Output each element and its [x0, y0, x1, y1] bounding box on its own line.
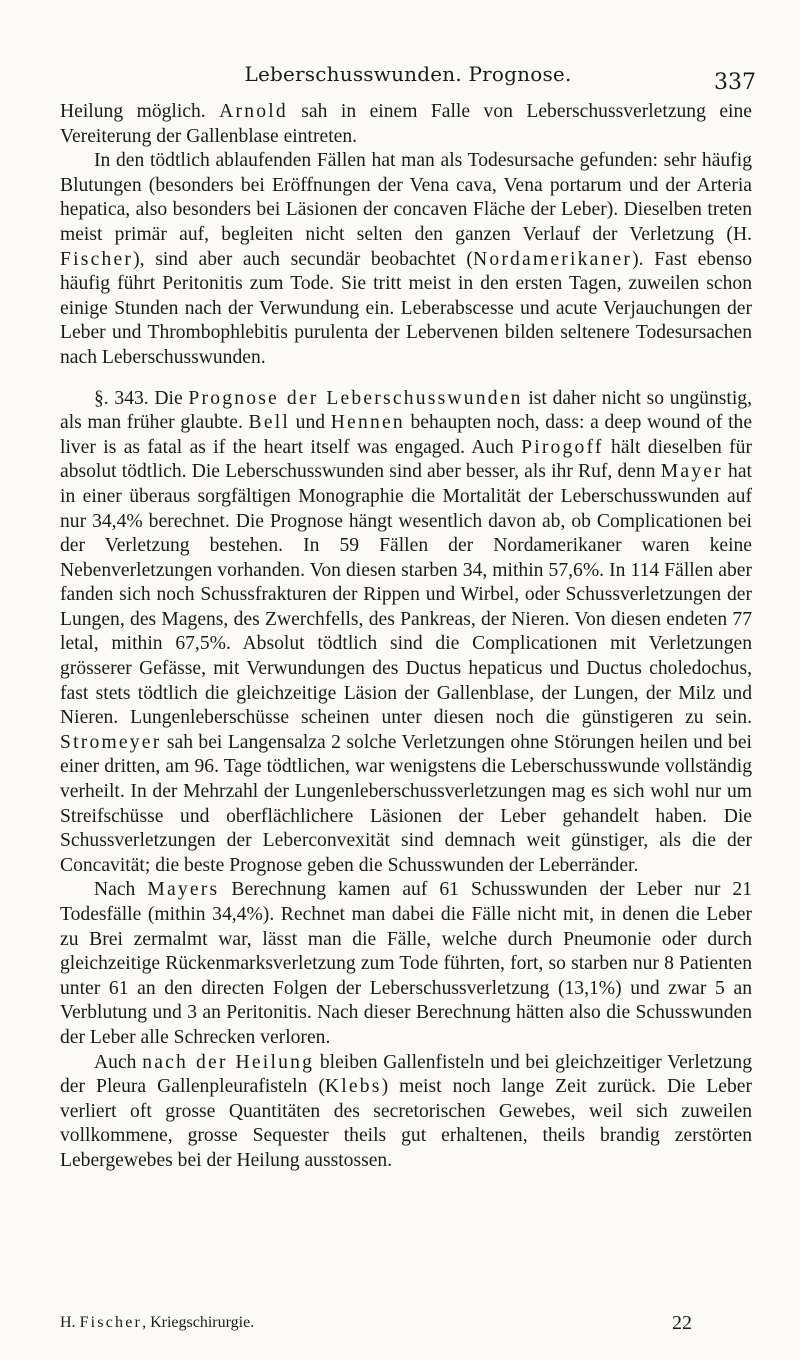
spaced-name: Fischer [60, 248, 134, 270]
text-run: Heilung möglich. [60, 101, 220, 122]
text-run: behaupten noch, dass: a deep wound of the liver is as fatal as if the heart itself was engaged. Auch [60, 412, 753, 458]
text-run: sah bei Langensalza 2 solche Verletzungen ohne Störungen heilen und bei einer dritten, am 96. Tage tödtlichen, war wenigstens die Leberschusswunde vollständig verheilt. In der Mehrzahl der Lungenleberschussverletzungen mag es sich wohl nur um Streifschüsse und oberflächlichere Läsionen der Leber gehandelt haben. Die Schussverletzungen der Leberconvexität sind demnach weit günstiger, als die der Concavität; die beste Prognose geben die Schusswunden der Leberränder. [60, 731, 752, 876]
spaced-name: Prognose der Leberschusswunden [188, 387, 523, 409]
text-run: Berechnung kamen auf 61 Schusswunden der Leber nur 21 Todesfälle (mithin 34,4%). Rechnet man dabei die Fälle nicht mit, in denen die Leber zu Brei zermalmt war, lässt man die Fälle, welche durch Pneumonie oder durch gleichzeitige Rückenmarksverletzung zum Tode führten, fort, so starben nur 8 Patienten unter 61 an den directen Folgen der Leberschussverletzung (13,1%) und zwar 5 an Verblutung und 3 an Peritonitis. Nach dieser Berechnung hätten also die Schusswunden der Leber alle Schrecken verloren. [60, 879, 752, 1048]
footer-author-prefix: H. [60, 1314, 80, 1331]
signature-mark: 22 [672, 1312, 692, 1334]
spaced-name: nach der Heilung [142, 1051, 315, 1073]
spaced-name: Mayers [147, 879, 220, 901]
spaced-name: Nordamerikaner [472, 248, 633, 270]
page-footer [60, 1314, 752, 1336]
running-head: Leberschusswunden. Prognose. [244, 62, 572, 86]
text-run: Auch [94, 1051, 143, 1073]
text-run: ist daher nicht so ungünstig, als man früher glaubte. [60, 387, 752, 434]
paragraph [60, 387, 752, 879]
text-run: ). Fast ebenso häufig führt Peritonitis zum Tode. Sie tritt meist in den ersten Tagen, zuweilen schon einige Stunden nach der Verwundung ein. Leberabscesse und acute Verjauchungen der Leber und Thrombophlebitis purulenta der Lebervenen bilden seltenere Todesursachen nach Leberschusswunden. [60, 248, 753, 368]
page-number: 337 [714, 70, 756, 95]
spaced-name: Stromeyer [60, 731, 162, 753]
text-run: Nach [94, 879, 148, 901]
text-run: §. 343. Die [94, 387, 189, 409]
text-run: ), sind aber auch secundär beobachtet ( [133, 248, 473, 270]
text-run: ) meist noch lange Zeit zurück. Die Leber verliert oft grosse Quantitäten des secretorischen Gewebes, weil sich zuweilen vollkommene, grosse Sequester theils gut erhaltenen, theils brandig zerstörten Lebergewebes bei der Heilung ausstossen. [60, 1076, 752, 1171]
text-run: und [290, 412, 331, 434]
text-run: bleiben Gallenfisteln und bei gleichzeitiger Verletzung der Pleura Gallenpleurafisteln ( [60, 1051, 752, 1098]
spaced-name: Bell [248, 412, 290, 434]
spaced-name: Pirogoff [521, 436, 604, 458]
paragraph [60, 878, 752, 1050]
footer-book-title: , Kriegschirurgie. [142, 1314, 255, 1331]
spaced-name: Arnold [219, 101, 288, 122]
page-header [60, 58, 756, 95]
spaced-name: Klebs [324, 1076, 382, 1098]
paragraph [60, 1051, 752, 1174]
spaced-name: Mayer [660, 461, 723, 483]
paragraph [60, 100, 752, 149]
paragraph [60, 149, 752, 370]
text-run: sah in einem Falle von Leberschussverletzung eine Vereiterung der Gallenblase eintreten. [60, 101, 752, 147]
spaced-name: Hennen [330, 412, 405, 434]
footer-author: Fischer [79, 1314, 143, 1331]
text-run: In den tödtlich ablaufenden Fällen hat man als Todesursache gefunden: sehr häufig Blutungen (besonders bei Eröffnungen der Vena cava, Vena portarum und der Arteria hepatica, also besonders bei Läsionen der concaven Fläche der Leber). Dieselben treten meist primär auf, begleiten nicht selten den ganzen Verlauf der Verletzung (H. [60, 150, 752, 245]
body-text [60, 100, 752, 1174]
text-run: hat in einer überaus sorgfältigen Monographie die Mortalität der Leberschusswunden auf nur 34,4% berechnet. Die Prognose hängt wesentlich davon ab, ob Complicationen bei der Verletzung bestehen. In 59 Fällen der Nordamerikaner waren keine Nebenverletzungen vorhanden. Von diesen starben 34, mithin 57,6%. In 114 Fällen aber fanden sich noch Schussfrakturen der Rippen und Wirbel, oder Schussverletzungen der Lungen, des Magens, des Zwerchfells, des Pankreas, der Nieren. Von diesen endeten 77 letal, mithin 67,5%. Absolut tödtlich sind die Complicationen mit Verletzungen grösserer Gefässe, mit Verwundungen des Ductus hepaticus und Ductus choledochus, fast stets tödtlich die gleichzeitige Läsion der Gallenblase, der Lungen, der Milz und Nieren. Lungenleberschüsse scheinen unter diesen noch die günstigeren zu sein. [60, 461, 752, 729]
text-run: hält dieselben für absolut tödtlich. Die Leberschusswunden sind aber besser, als ihr Ruf, denn [60, 436, 752, 483]
footer-citation [60, 1314, 254, 1332]
